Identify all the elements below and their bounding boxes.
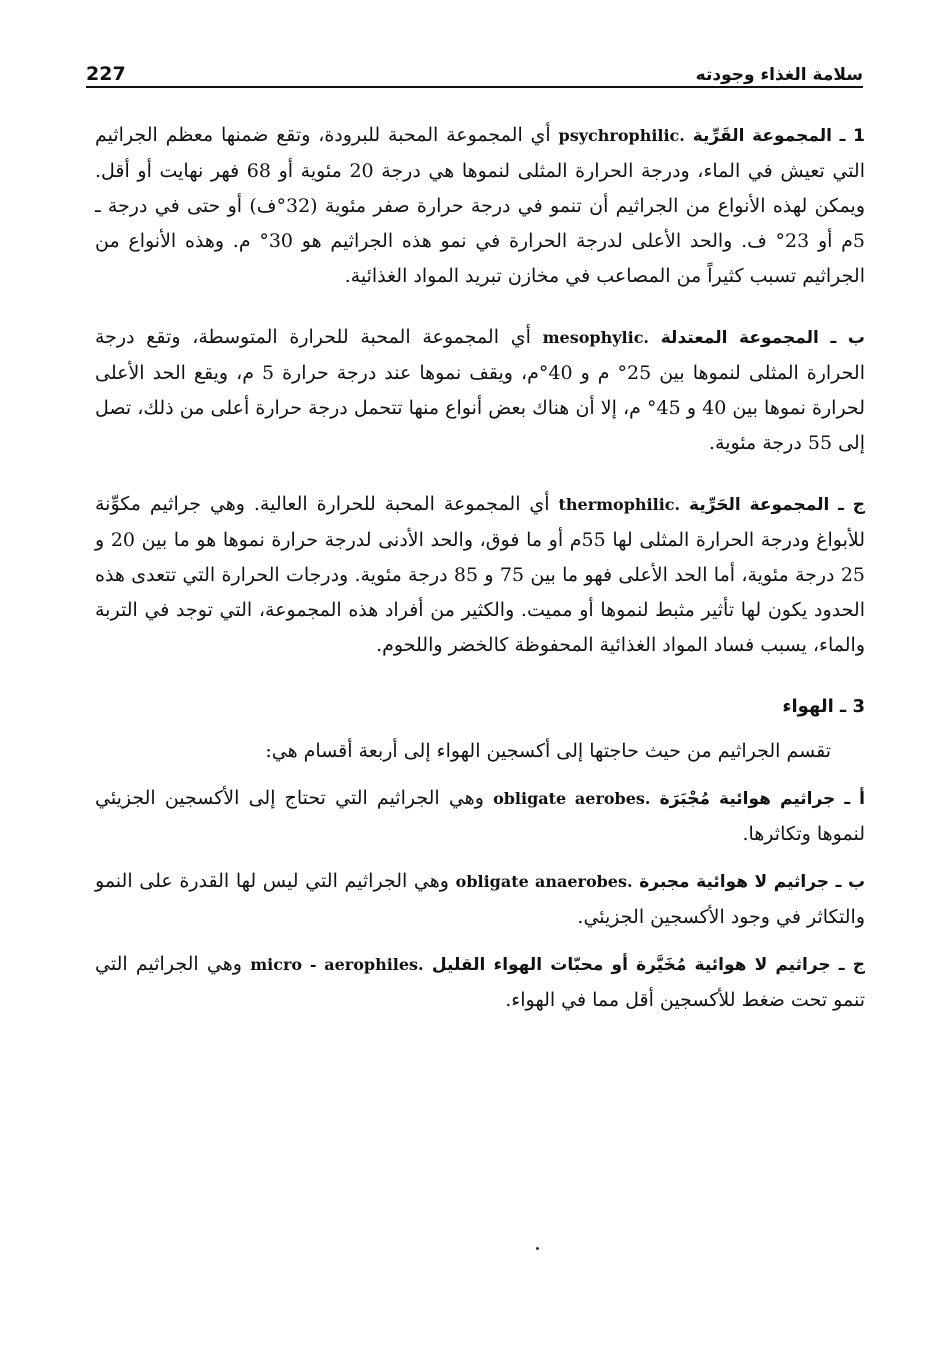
section-heading-air: 3 ـ الهواء [782, 696, 865, 717]
text-micro-aerophiles: وهي الجراثيم التي تنمو تحت ضغط للأكسجين أقل مما في الهواء. [95, 953, 865, 1011]
air-item-obligate-aerobes [95, 781, 865, 852]
term-psychrophilic: 1 ـ المجموعة القَرِّية [692, 126, 865, 146]
paragraph-thermophilic [95, 487, 865, 663]
page-number: 227 [86, 63, 126, 85]
air-item-micro-aerophiles [95, 947, 865, 1018]
text-obligate-aerobes: وهي الجراثيم التي تحتاج إلى الأكسجين الجزيئي لنموها وتكاثرها. [95, 787, 865, 845]
term-obligate-anaerobes: ب ـ جراثيم لا هوائية مجبرة [639, 872, 866, 892]
page-header [86, 55, 863, 85]
text-thermophilic: أي المجموعة المحبة للحرارة العالية. وهي جراثيم مكوِّنة للأبواغ ودرجة الحرارة المثلى لها 55م أو ما فوق، والحد الأدنى لدرجة حرارة نموها هو ما بين 20 و 25 درجة مئوية، أما الحد الأعلى فهو ما بين 75 و 85 درجة مئوية. ودرجات الحرارة التي تتعدى هذه الحدود يكون لها تأثير مثبط لنموها أو مميت. والكثير من أفراد هذه المجموعة، التي توجد في التربة والماء، يسبب فساد المواد الغذائية المحفوظة كالخضر واللحوم. [95, 493, 866, 656]
text-psychrophilic: أي المجموعة المحبة للبرودة، وتقع ضمنها معظم الجراثيم التي تعيش في الماء، ودرجة الحرارة المثلى لنموها هي درجة 20 مئوية أو 68 فهر نهايت أو أقل. ويمكن لهذه الأنواع من الجراثيم أن تنمو في درجة حرارة صفر مئوية (32°ف) أو حتى في درجة ـ 5م أو 23° ف. والحد الأعلى لدرجة الحرارة في نمو هذه الجراثيم هو 30° م. وهذه الأنواع من الجراثيم تسبب كثيراً من المصاعب في مخازن تبريد المواد الغذائية. [95, 124, 866, 287]
latin-psychrophilic: psychrophilic. [558, 126, 685, 145]
term-mesophylic: ب ـ المجموعة المعتدلة [660, 328, 865, 348]
running-title: سلامة الغذاء وجودته [695, 65, 863, 85]
term-micro-aerophiles: ج ـ جراثيم لا هوائية مُخَيَّرة أو محبّات الهواء القليل [431, 955, 865, 975]
air-item-obligate-anaerobes [95, 864, 865, 935]
text-mesophylic: أي المجموعة المحبة للحرارة المتوسطة، وتقع درجة الحرارة المثلى لنموها بين 25° م و 40°م، ويقف نموها عند درجة حرارة 5 م، ويقع الحد الأعلى لحرارة نموها بين 40 و 45° م، إلا أن هناك بعض أنواع منها تتحمل درجة حرارة أعلى من ذلك، تصل إلى 55 درجة مئوية. [95, 326, 865, 454]
latin-micro-aerophiles: micro - aerophiles. [250, 955, 424, 974]
paragraph-mesophylic [95, 320, 865, 461]
stray-mark [536, 1247, 539, 1250]
term-obligate-aerobes: أ ـ جراثيم هوائية مُجْبَرَة [659, 789, 866, 809]
page-body [95, 118, 865, 1030]
latin-mesophylic: mesophylic. [542, 328, 649, 347]
latin-obligate-aerobes: obligate aerobes. [493, 789, 651, 808]
latin-thermophilic: thermophilic. [558, 495, 681, 514]
latin-obligate-anaerobes: obligate anaerobes. [455, 872, 633, 891]
term-thermophilic: ج ـ المجموعة الحَرِّية [689, 495, 866, 515]
text-obligate-anaerobes: وهي الجراثيم التي ليس لها القدرة على النمو والتكاثر في وجود الأكسجين الجزيئي. [95, 870, 865, 928]
air-intro: تقسم الجراثيم من حيث حاجتها إلى أكسجين الهواء إلى أربعة أقسام هي: [265, 740, 831, 762]
header-rule [86, 86, 863, 88]
paragraph-psychrophilic [95, 118, 865, 294]
